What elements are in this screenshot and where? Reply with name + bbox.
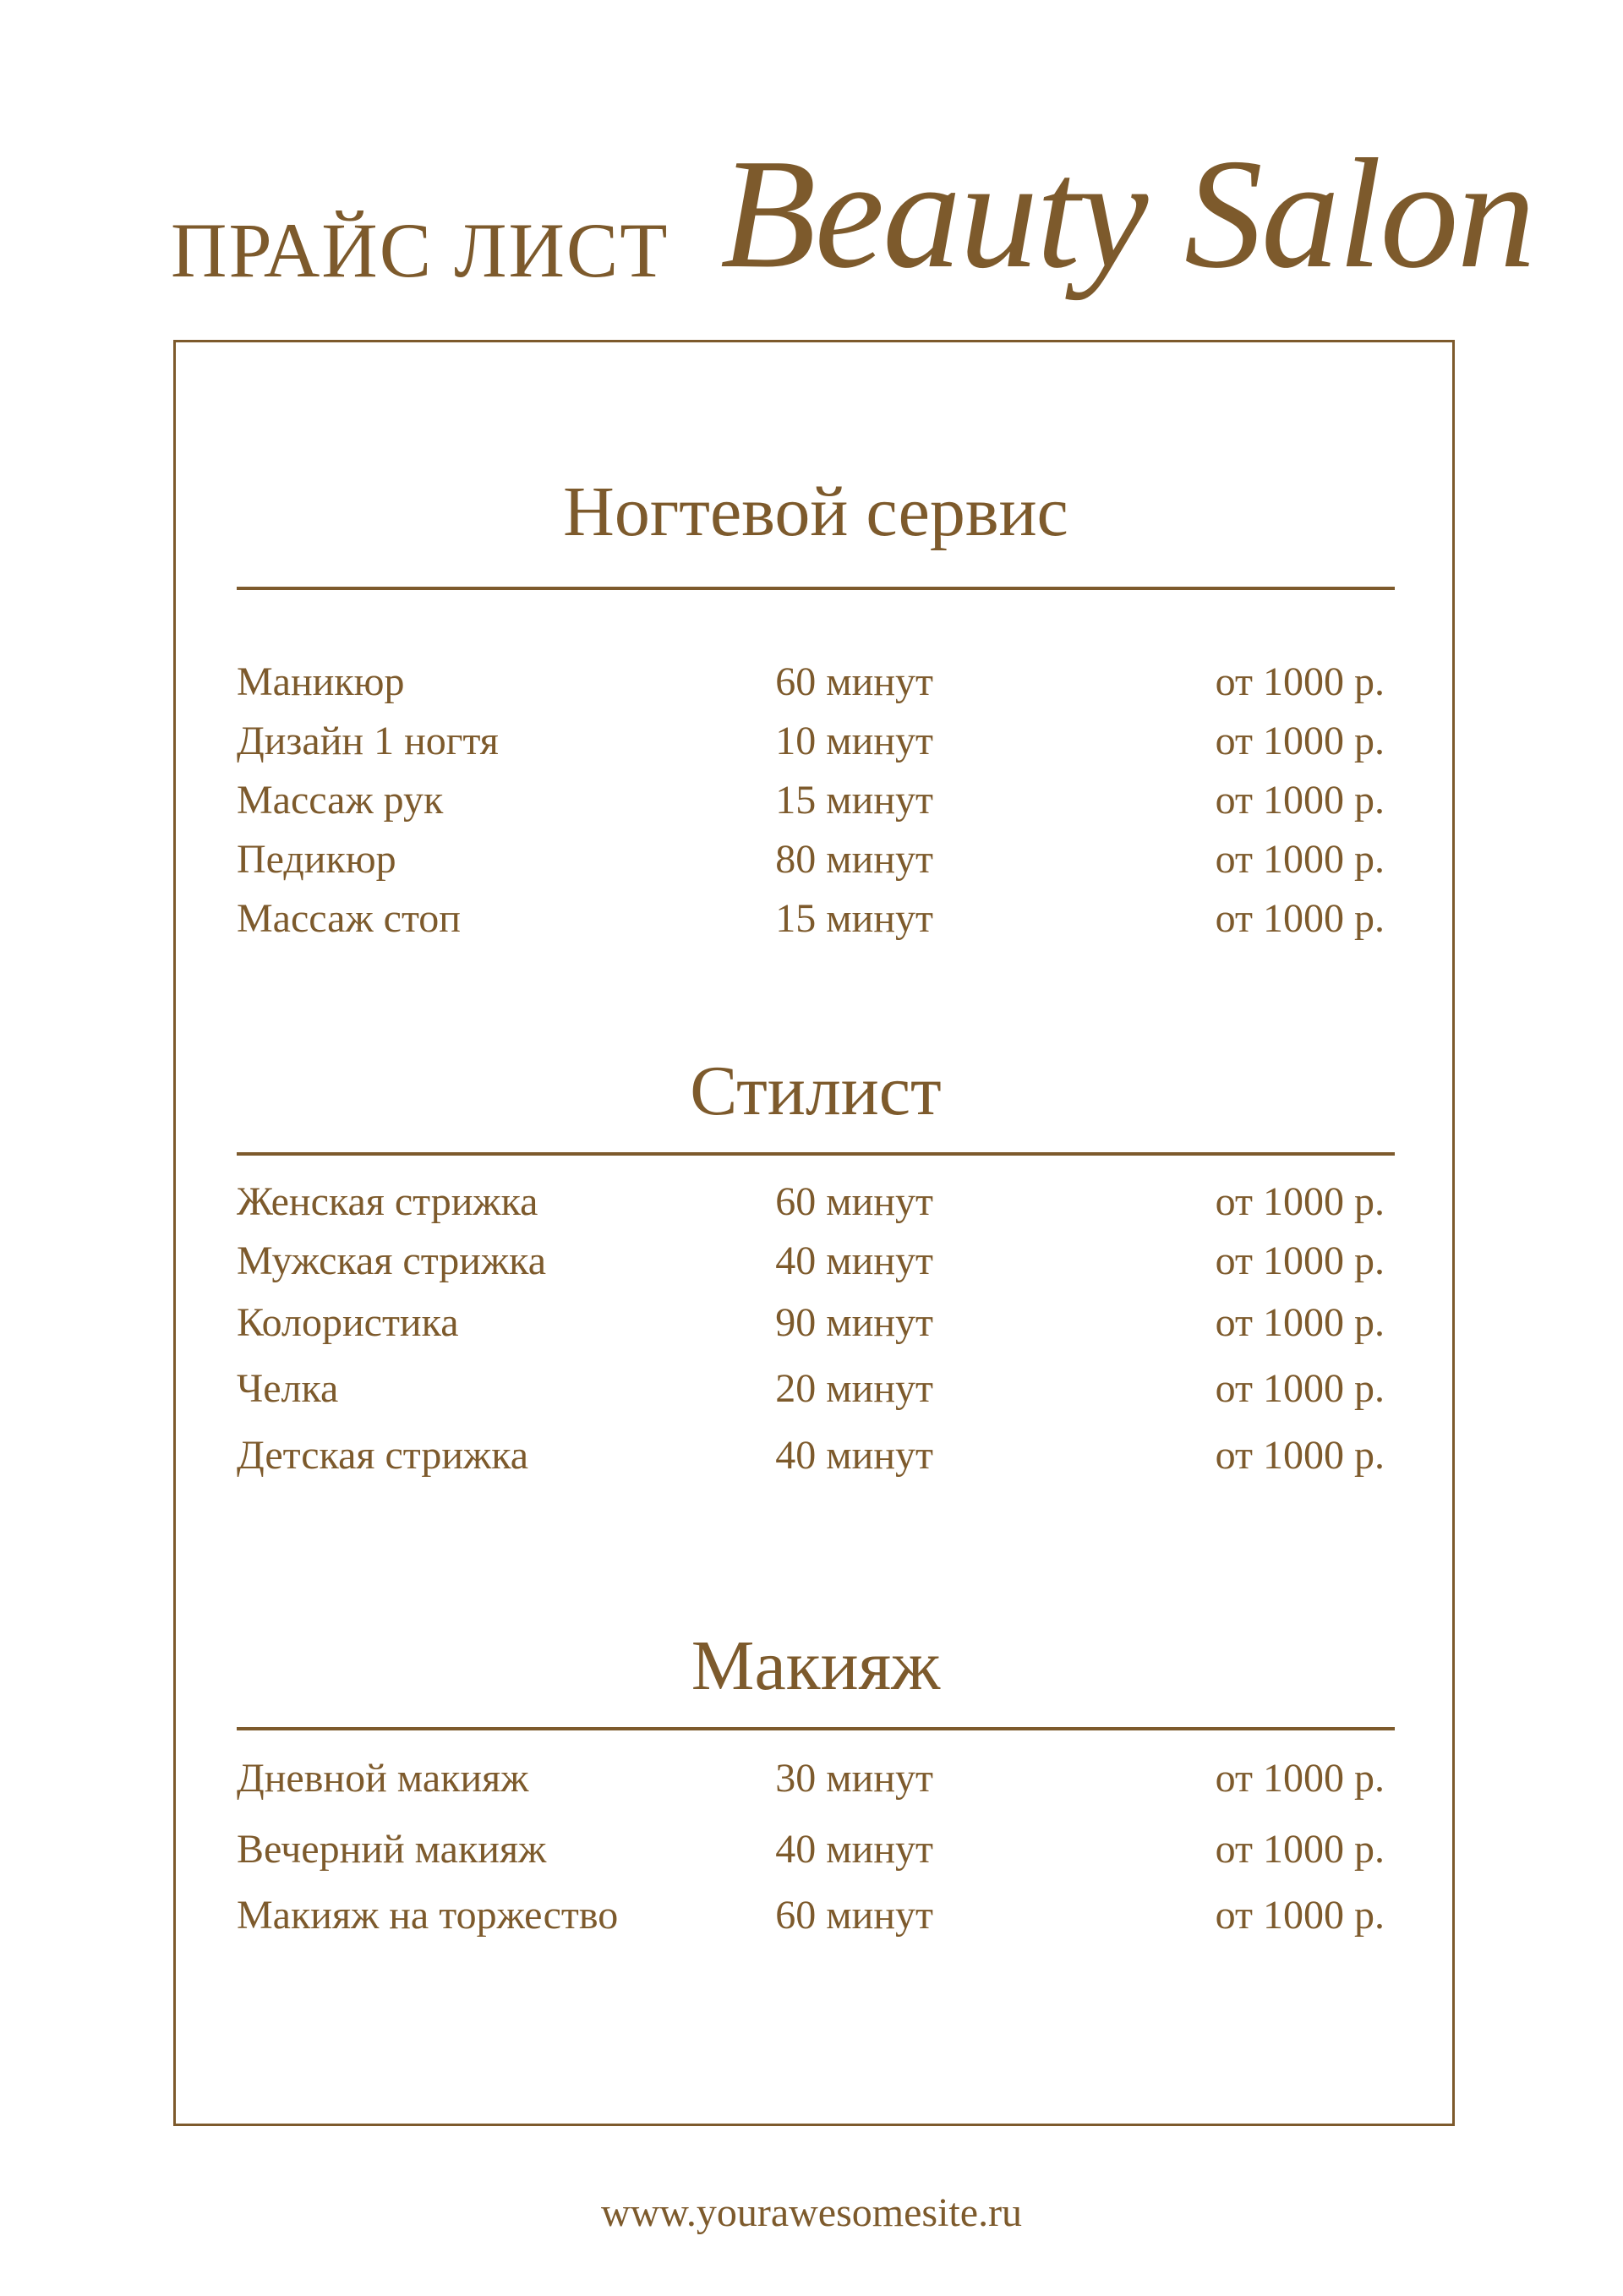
service-price: от 1000 р. [1215,1366,1385,1411]
section-divider [237,587,1395,590]
section-title: Стилист [690,1052,942,1130]
service-price: от 1000 р. [1215,1179,1385,1224]
service-row [237,712,1395,771]
service-name: Челка [237,1366,339,1411]
service-price: от 1000 р. [1215,778,1385,823]
service-name: Дизайн 1 ногтя [237,719,499,763]
service-duration: 60 минут [775,659,933,704]
service-row [237,771,1395,830]
service-duration: 60 минут [775,1179,933,1224]
service-name: Женская стрижка [237,1179,538,1224]
service-row [237,1423,1395,1489]
price-list-title: ПРАЙС ЛИСТ [171,207,669,293]
service-row [237,1749,1395,1820]
service-name: Вечерний макияж [237,1827,547,1872]
service-duration: 90 минут [775,1300,933,1345]
service-list [237,1749,1395,1945]
section-stylist [237,1052,1395,1489]
service-list [237,1173,1395,1489]
service-name: Педикюр [237,837,396,882]
service-price: от 1000 р. [1215,719,1385,763]
website-link[interactable]: www.yourawesomesite.ru [600,2190,1023,2235]
service-row [237,1820,1395,1886]
service-price: от 1000 р. [1215,837,1385,882]
service-name: Детская стрижка [237,1433,529,1478]
service-name: Мужская стрижка [237,1238,547,1283]
section-title: Макияж [691,1626,941,1705]
service-price: от 1000 р. [1215,1433,1385,1478]
service-duration: 40 минут [775,1433,933,1478]
service-name: Массаж стоп [237,896,461,941]
section-nail-service [237,473,1395,948]
brand-title: Beauty Salon [720,127,1534,301]
section-title: Ногтевой сервис [563,473,1068,551]
section-divider [237,1152,1395,1156]
service-duration: 40 минут [775,1238,933,1283]
service-price: от 1000 р. [1215,659,1385,704]
service-name: Дневной макияж [237,1756,529,1801]
service-row [237,653,1395,712]
section-divider [237,1727,1395,1730]
service-price: от 1000 р. [1215,1756,1385,1801]
page-header [0,0,1623,389]
service-row [237,1355,1395,1423]
service-duration: 20 минут [775,1366,933,1411]
service-row [237,1886,1395,1945]
service-name: Массаж рук [237,778,444,823]
service-price: от 1000 р. [1215,1827,1385,1872]
section-makeup [237,1627,1395,1945]
service-list [237,653,1395,948]
service-row [237,1232,1395,1291]
service-name: Колористика [237,1300,459,1345]
service-duration: 10 минут [775,719,933,763]
service-duration: 40 минут [775,1827,933,1872]
service-duration: 15 минут [775,896,933,941]
service-duration: 60 минут [775,1893,933,1938]
service-price: от 1000 р. [1215,896,1385,941]
service-row [237,889,1395,948]
service-row [237,1173,1395,1232]
service-row [237,830,1395,889]
service-name: Макияж на торжество [237,1893,619,1938]
service-price: от 1000 р. [1215,1300,1385,1345]
service-name: Маникюр [237,659,405,704]
service-row [237,1291,1395,1355]
service-duration: 80 минут [775,837,933,882]
service-duration: 30 минут [775,1756,933,1801]
service-price: от 1000 р. [1215,1238,1385,1283]
service-duration: 15 минут [775,778,933,823]
service-price: от 1000 р. [1215,1893,1385,1938]
